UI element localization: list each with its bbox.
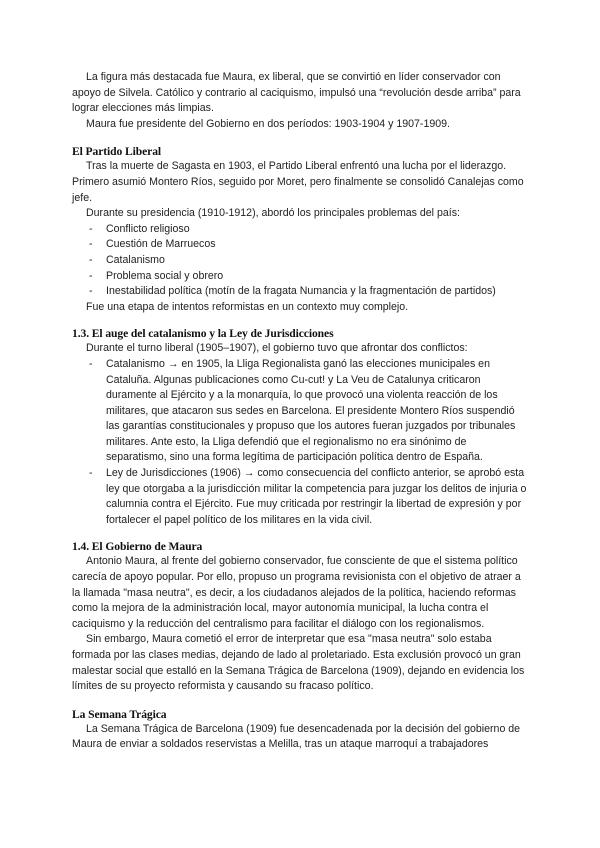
liberal-paragraph-summary: Fue una etapa de intentos reformistas en un contexto muy complejo. [86,300,409,313]
dash-marker: - [89,357,93,370]
list-item [72,284,528,300]
liberal-paragraph-leadership: Tras la muerte de Sagasta en 1903, el Partido Liberal enfrentó una lucha por el liderazgo. Primero asumió Montero Ríos, seguido por Moret, pero finalmente se consolidó Canalejas como jefe. [72,160,524,204]
list-item-text: Ley de Jurisdicciones (1906) → como consecuencia del conflicto anterior, se aprobó esta ley que otorgaba a la jurisdicción militar la competencia para juzgar los delitos de injuria o calumnia contra el Ejército. Fue muy criticada por restringir la libertad de expresión y por fortalecer el papel político de los militares en la vida civil. [106,467,527,526]
intro-paragraph-periods: Maura fue presidente del Gobierno en dos períodos: 1903-1904 y 1907-1909. [86,117,450,130]
list-item [72,466,528,528]
catalanismo-conflicts-list [72,357,528,529]
liberal-paragraph-presidency: Durante su presidencia (1910-1912), abordó los principales problemas del país: [86,207,460,220]
dash-marker: - [89,269,93,282]
maura-paragraph-program: Antonio Maura, al frente del gobierno conservador, fue consciente de que el sistema político carecía de apoyo popular. Por ello, propuso un programa revisionista con el objetivo de atraer a la llamada "masa neutra", es decir, a los ciudadanos alejados de la política, haciendo reformas como la mejora de la administración local, mayor autonomía municipal, la lucha contra el caciquismo y la reducción del centralismo para facilitar el diálogo con los regionalismos. [72,555,521,630]
dash-marker: - [89,467,93,480]
heading-catalanismo: 1.3. El auge del catalanismo y la Ley de Jurisdicciones [72,327,334,341]
list-item-text: Inestabilidad política (motín de la fragata Numancia y la fragmentación de partidos) [106,285,496,298]
list-item [72,253,528,269]
list-item [72,222,528,238]
list-item-text: Catalanismo [106,253,165,266]
heading-semana-tragica: La Semana Trágica [72,707,167,721]
heading-partido-liberal: El Partido Liberal [72,145,162,159]
list-item [72,237,528,253]
list-item [72,269,528,285]
liberal-problems-list [72,222,528,300]
list-item-text: Catalanismo → en 1905, la Lliga Regionalista ganó las elecciones municipales en Cataluña. Algunas publicaciones como Cu-cut! y La Veu de Catalunya criticaron duramente al Ejército y a la monarquía, lo que provocó una violenta reacción de los militares, que atacaron sus sedes en Barcelona. El presidente Montero Ríos suspendió las garantías constitucionales y propuso que los autores fueran juzgados por tribunales militares. Ante esto, la Lliga defendió que el regionalismo no era sinónimo de separatismo, sino una forma legítima de participación política dentro de España. [106,357,516,464]
heading-gobierno-maura: 1.4. El Gobierno de Maura [72,540,203,554]
dash-marker: - [89,285,93,298]
maura-paragraph-failure: Sin embargo, Maura cometió el error de interpretar que esa "masa neutra" solo estaba formada por las clases medias, dejando de lado al proletariado. Esta exclusión provocó un gran malestar social que estalló en la Semana Trágica de Barcelona (1909), dejando en evidencia los límites de su proyecto reformista y causando su fracaso político. [72,633,525,693]
list-item-text: Cuestión de Marruecos [106,238,216,251]
dash-marker: - [89,222,93,235]
intro-paragraph-maura: La figura más destacada fue Maura, ex liberal, que se convirtió en líder conservador con apoyo de Silvela. Católico y contrario al caciquismo, impulsó una “revolución desde arriba” para lograr elecciones más limpias. [72,71,521,115]
list-item-text: Problema social y obrero [106,269,224,282]
list-item [72,357,528,466]
dash-marker: - [89,238,93,251]
semana-tragica-paragraph: La Semana Trágica de Barcelona (1909) fue desencadenada por la decisión del gobierno de Maura de enviar a soldados reservistas a Melilla, tras un ataque marroquí a trabajadores [72,722,521,751]
dash-marker: - [89,253,93,266]
catalanismo-paragraph-intro: Durante el turno liberal (1905–1907), el gobierno tuvo que afrontar dos conflictos: [86,342,468,355]
list-item-text: Conflicto religioso [106,222,190,235]
